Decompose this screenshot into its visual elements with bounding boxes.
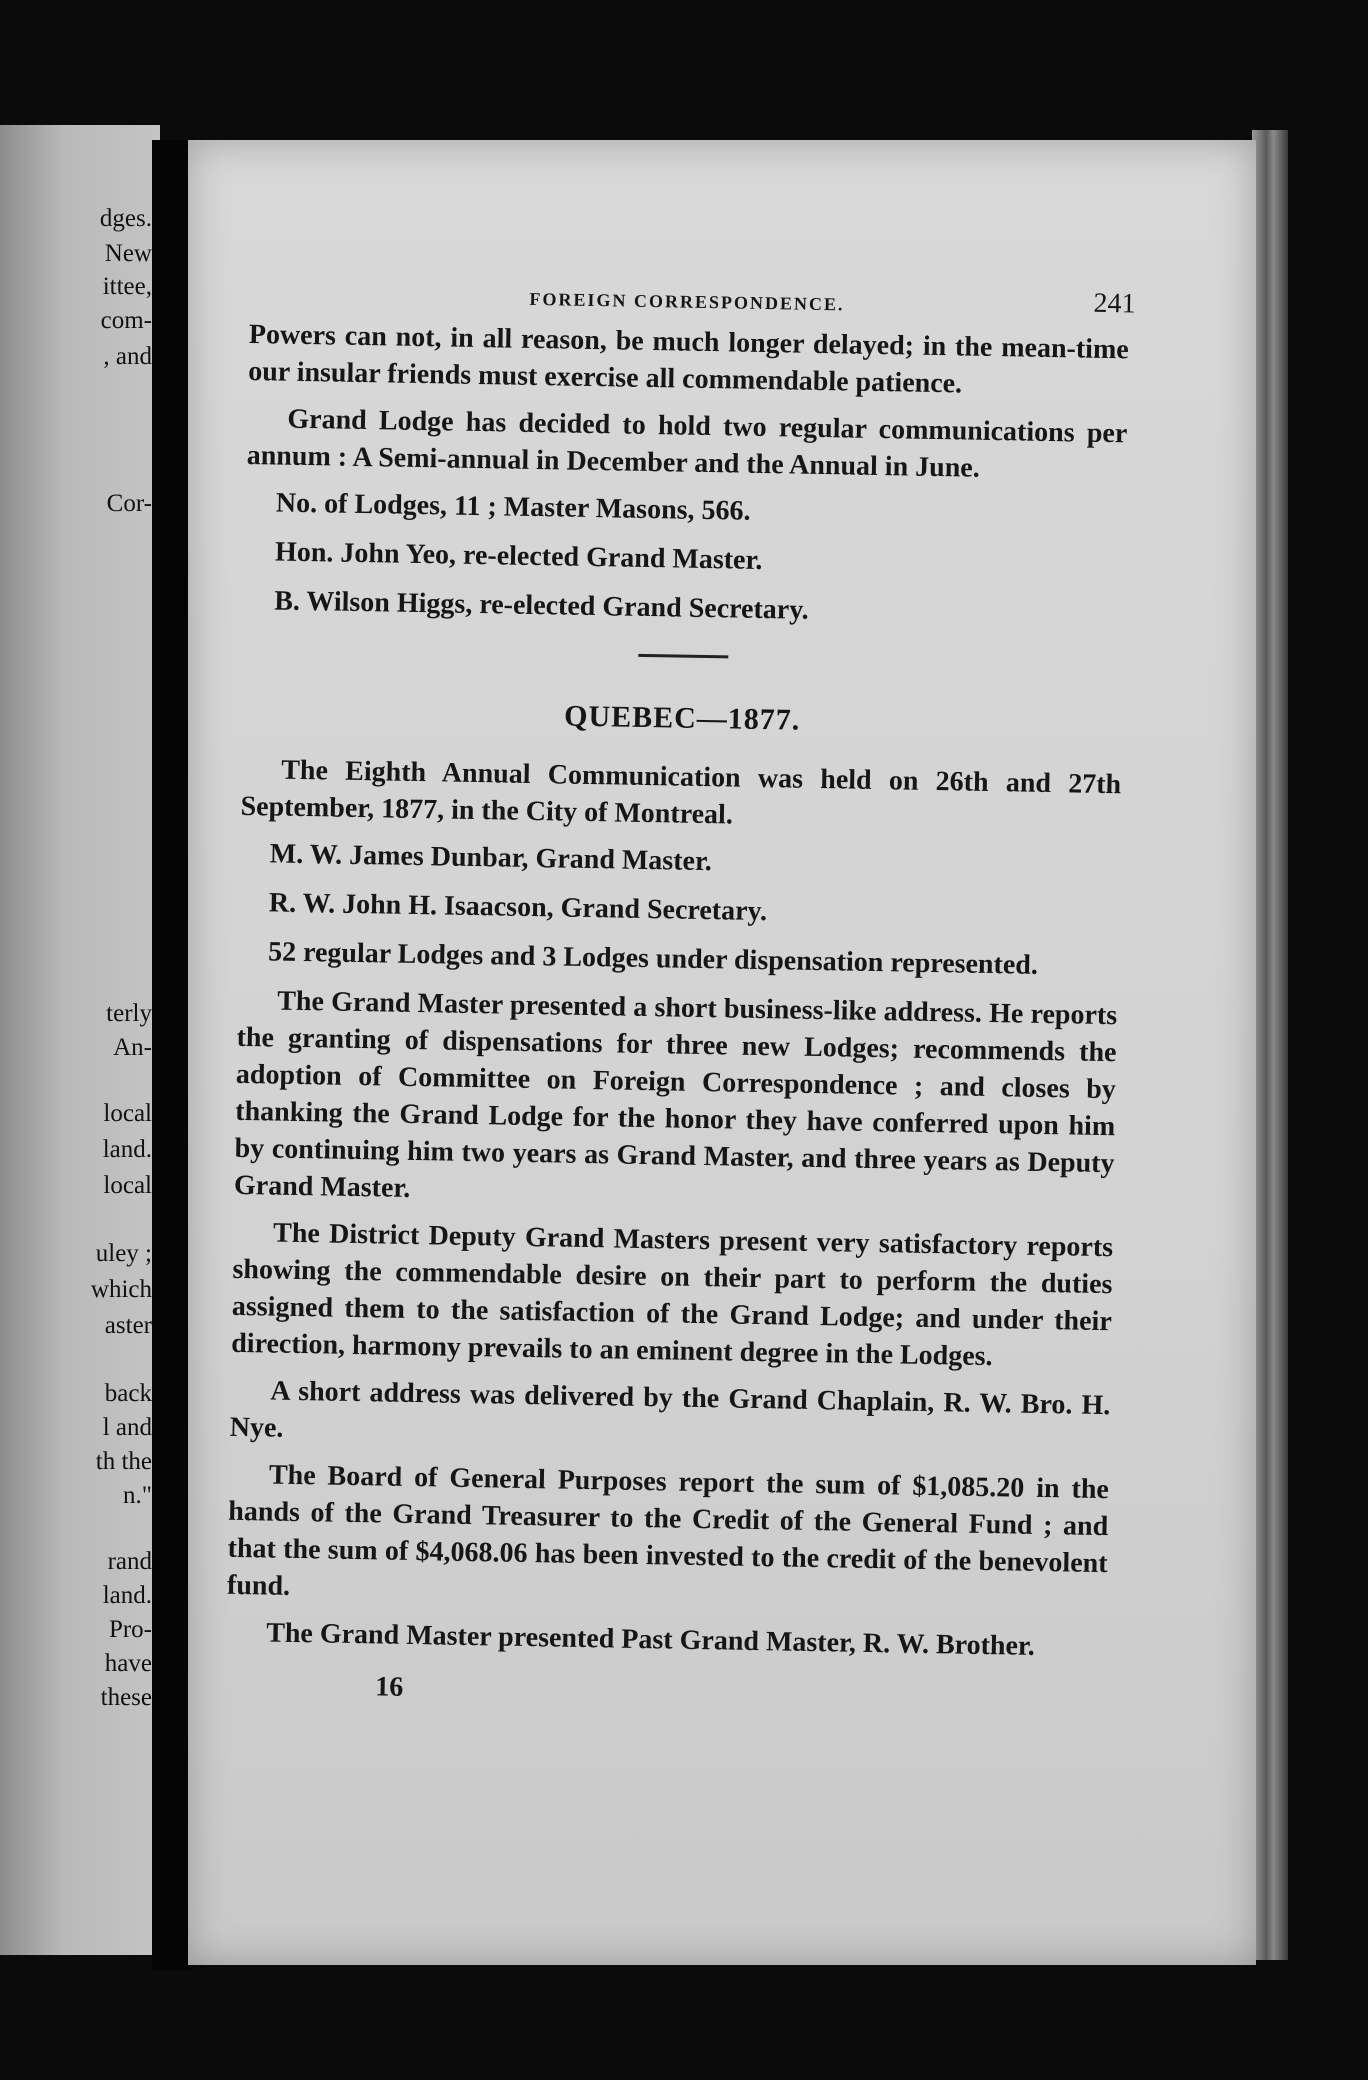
officer-quebec-grand-master: M. W. James Dunbar, Grand Master. (269, 838, 713, 878)
officer-quebec-grand-secretary: R. W. John H. Isaacson, Grand Secretary. (268, 887, 768, 928)
left-page-line: terly (106, 1000, 152, 1027)
left-facing-page (0, 125, 160, 1955)
paragraph-communications: Grand Lodge has decided to hold two regular communications per annum : A Semi-annual in December and the Annual in June. (246, 403, 1128, 484)
left-page-line: n." (123, 1482, 152, 1509)
left-page-line: An- (113, 1034, 152, 1061)
left-page-line: l and (102, 1414, 152, 1441)
page-text (226, 270, 1136, 1703)
paragraph-district-deputies: The District Deputy Grand Masters present very satisfactory reports showing the commendable desire on their part to perform the duties assigned them to the satisfaction of the Grand Lodge; and under their direction, harmony prevails to an eminent degree in the Lodges. (230, 1217, 1114, 1373)
left-page-line: local (103, 1100, 152, 1127)
left-page-line: , and (103, 343, 152, 370)
left-page-line: Cor- (106, 490, 152, 517)
left-page-line: land. (102, 1582, 152, 1609)
paragraph-annual-communication: The Eighth Annual Communication was held on 26th and 27th September, 1877, in the City of Montreal. (240, 754, 1122, 831)
stat-line-lodges: No. of Lodges, 11 ; Master Masons, 566. (275, 487, 751, 527)
running-head: FOREIGN CORRESPONDENCE. (529, 288, 845, 315)
paragraph-grand-master-address: The Grand Master presented a short business-like address. He reports the granting of dispensations for three new Lodges; recommends the adoption of Committee on Foreign Correspondence ; and closes by thanking the Grand Lodge for the honor they have conferred upon him by continuing him two years as Grand Master, and three years as Deputy Grand Master. (233, 985, 1118, 1204)
left-page-line: ittee, (102, 273, 152, 300)
page-edges (1252, 130, 1288, 1960)
left-page-line: land. (102, 1136, 152, 1163)
left-page-line: these (100, 1684, 152, 1711)
left-page-line: dges. (99, 205, 152, 232)
left-page-line: th the (95, 1448, 152, 1475)
left-page-line: have (104, 1650, 152, 1677)
paragraph-chaplain-address: A short address was delivered by the Grand Chaplain, R. W. Bro. H. Nye. (229, 1375, 1111, 1444)
lodges-represented: 52 regular Lodges and 3 Lodges under dispensation represented. (267, 936, 1039, 981)
left-page-line: com- (100, 307, 152, 334)
left-page-line: local (103, 1172, 152, 1199)
paragraph-past-grand-master: The Grand Master presented Past Grand Master, R. W. Brother. (265, 1617, 1036, 1662)
left-page-line: uley ; (95, 1240, 152, 1267)
section-divider (638, 654, 728, 659)
left-page-line: back (104, 1380, 152, 1407)
section-title: QUEBEC—1877. (563, 699, 801, 737)
left-page-line: New (104, 240, 152, 267)
officer-grand-master: Hon. John Yeo, re-elected Grand Master. (274, 536, 763, 576)
page-number: 241 (1093, 287, 1136, 320)
book-gutter (152, 140, 192, 1970)
signature-mark: 16 (375, 1671, 404, 1703)
paragraph-general-purposes: The Board of General Purposes report the sum of $1,085.20 in the hands of the Grand Treasurer to the Credit of the General Fund ; and that the sum of $4,068.06 has been invested to the credit of the benevolent fund. (226, 1459, 1110, 1602)
officer-grand-secretary: B. Wilson Higgs, re-elected Grand Secretary. (273, 585, 809, 626)
left-page-line: which (90, 1276, 152, 1303)
left-page-line: aster (104, 1312, 152, 1339)
left-page-line: Pro- (108, 1616, 152, 1643)
left-page-line: rand (107, 1548, 152, 1575)
paragraph-continuation: Powers can not, in all reason, be much longer delayed; in the mean-time our insular friends must exercise all commendable patience. (247, 318, 1130, 400)
